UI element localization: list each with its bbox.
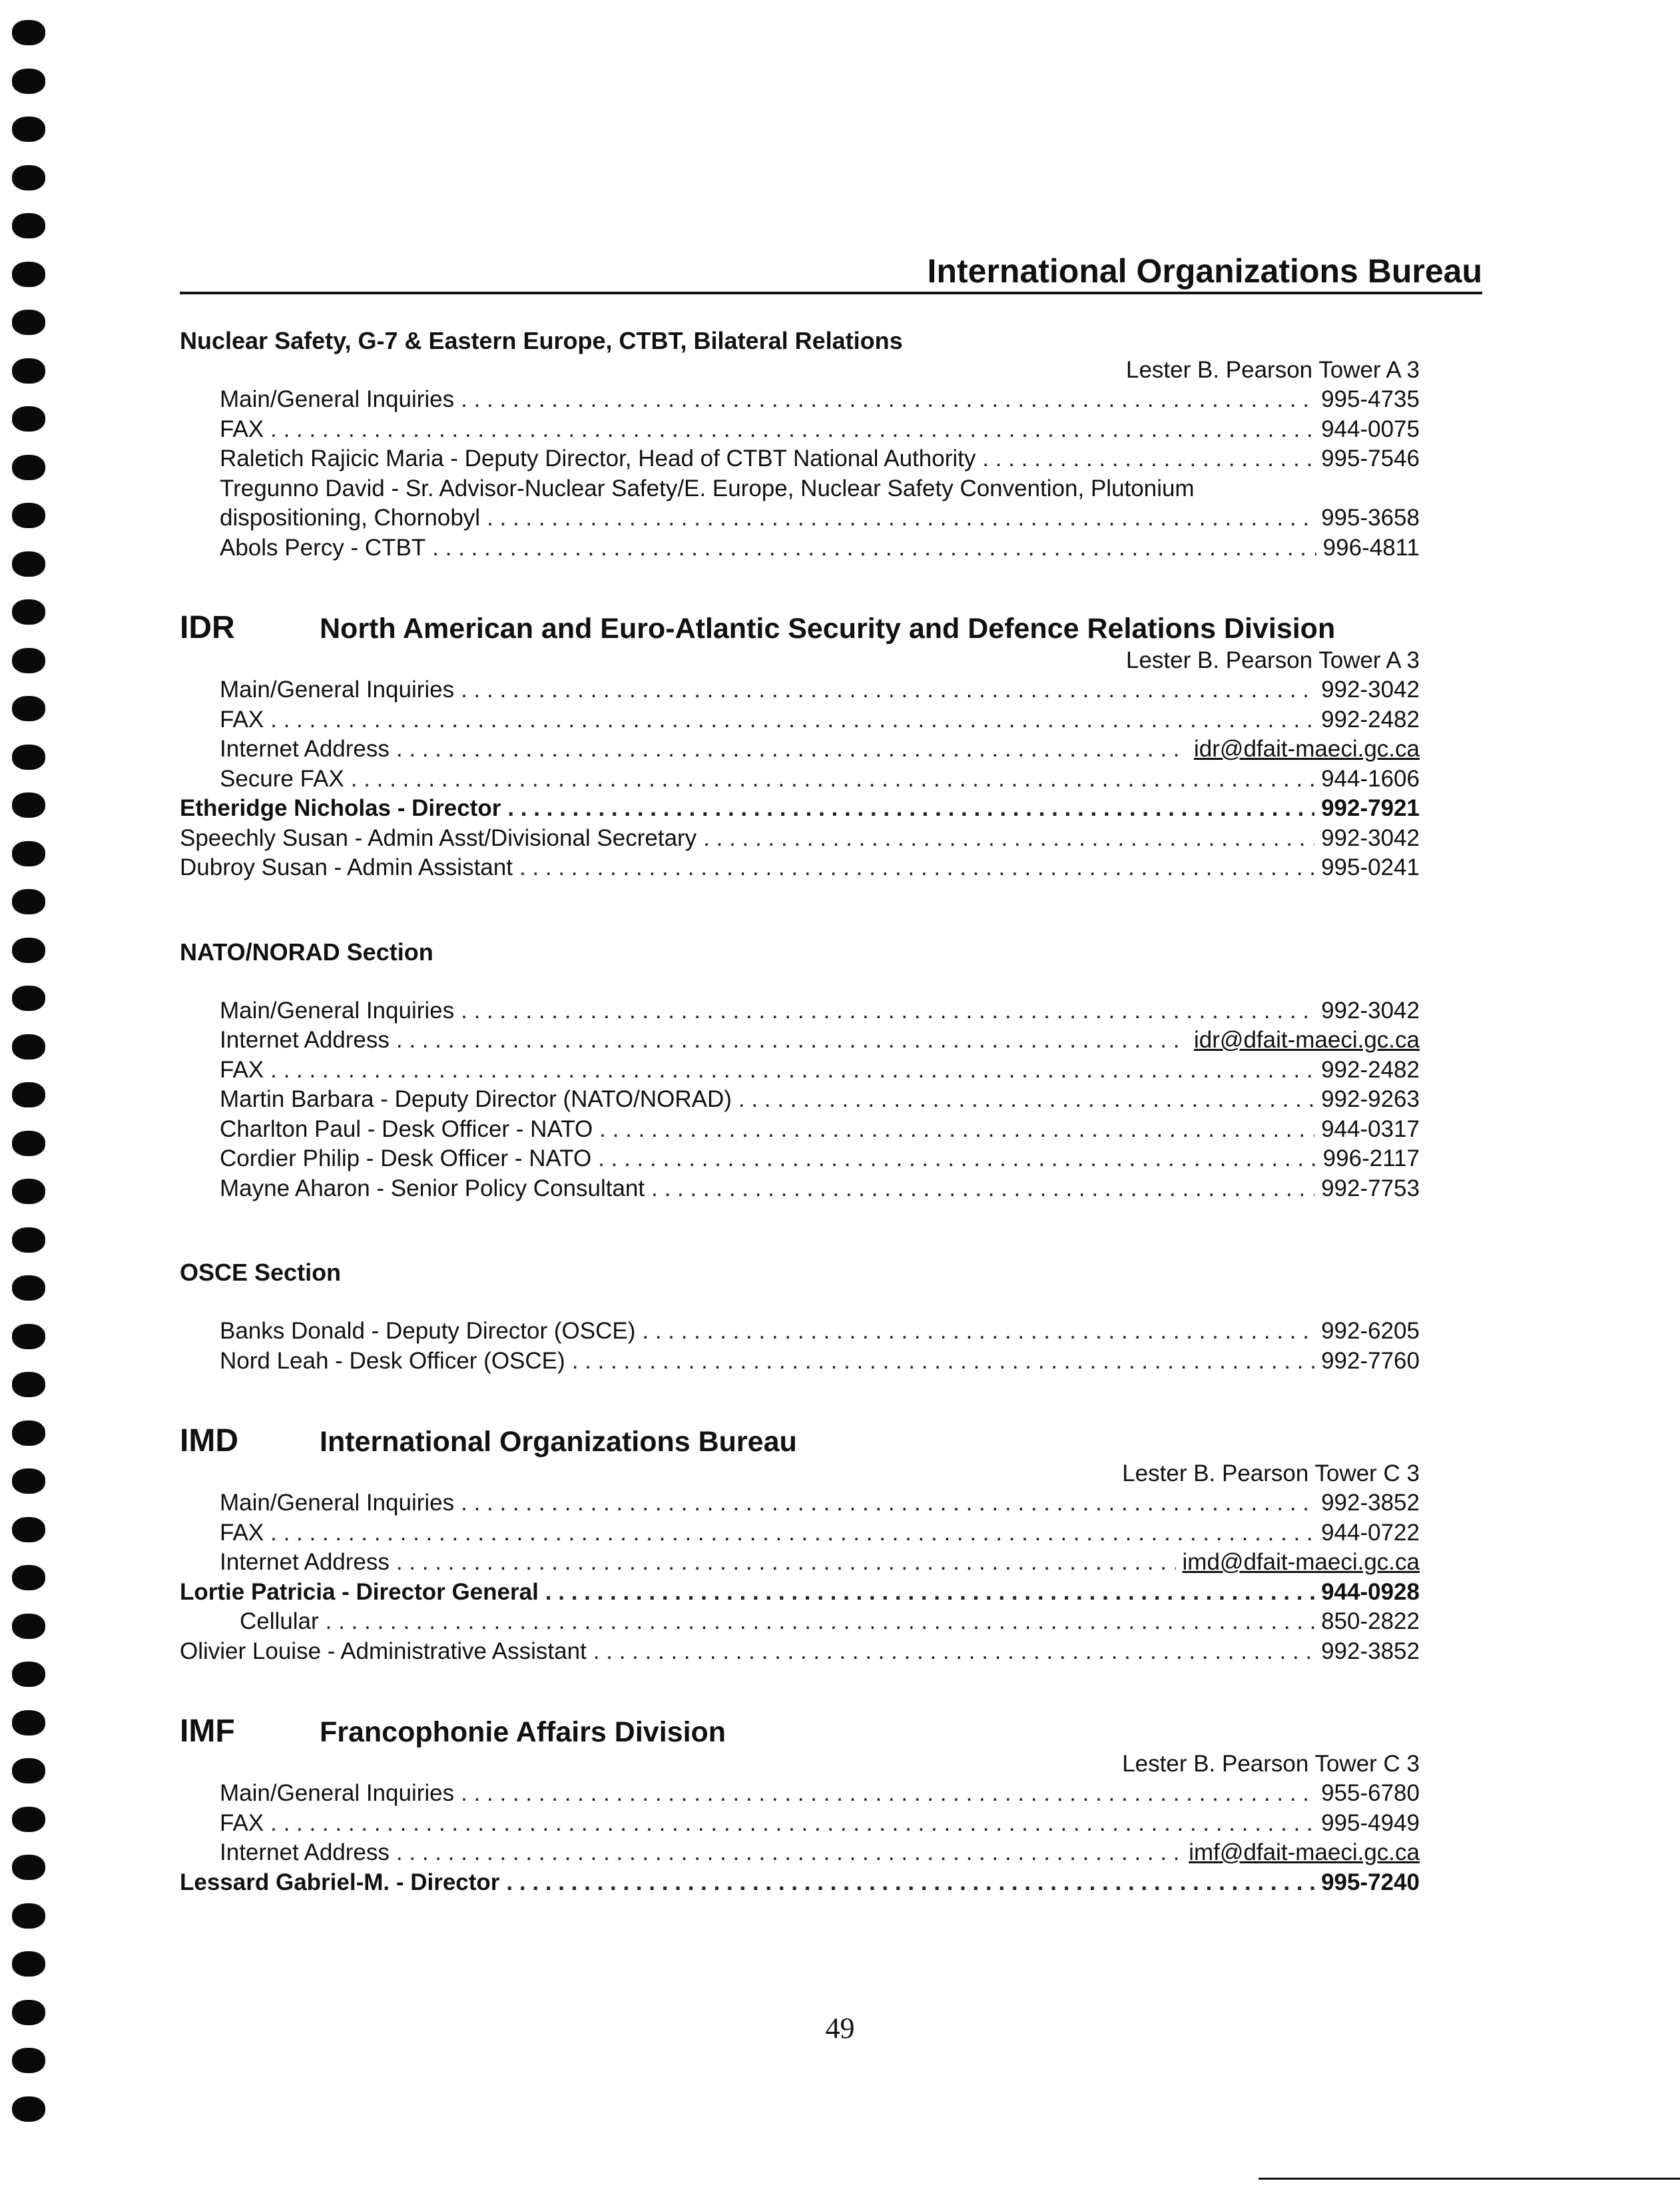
binder-hole <box>12 1758 45 1783</box>
address: Lester B. Pearson Tower C 3 <box>1122 1751 1420 1777</box>
division-code: IMF <box>180 1714 235 1749</box>
dot-leader <box>326 1607 1314 1637</box>
directory-entry <box>180 1518 1420 1548</box>
dot-leader <box>545 1578 1314 1608</box>
binder-hole <box>12 745 45 770</box>
dot-leader <box>703 824 1314 854</box>
binder-hole <box>12 599 45 625</box>
entry-value: 850-2822 <box>1321 1608 1420 1634</box>
binder-hole <box>12 1275 45 1301</box>
directory-entry <box>180 1548 1420 1578</box>
entry-value: 992-6205 <box>1321 1318 1420 1344</box>
binder-hole <box>12 165 45 190</box>
directory-entry <box>180 1144 1420 1174</box>
directory-entry <box>180 1578 1420 1608</box>
entry-name: Raletich Rajicic Maria - Deputy Director, Head of CTBT National Authority <box>220 446 976 471</box>
entry-value: 996-4811 <box>1322 534 1420 561</box>
entry-value: 992-2482 <box>1321 706 1420 733</box>
entry-value: 992-3042 <box>1321 997 1420 1024</box>
email-link[interactable]: idr@dfait-maeci.gc.ca <box>1194 1027 1420 1053</box>
directory-entry <box>180 1026 1420 1056</box>
binder-hole <box>12 1614 45 1639</box>
page-title: International Organizations Bureau <box>927 252 1482 290</box>
dot-leader <box>270 1056 1314 1086</box>
entry-name: Nord Leah - Desk Officer (OSCE) <box>220 1347 565 1374</box>
division-code: IMD <box>180 1423 238 1458</box>
directory-entry <box>180 1868 1420 1898</box>
directory-entry <box>180 503 1420 533</box>
binder-hole <box>12 1468 45 1494</box>
binder-hole <box>12 551 45 577</box>
dot-leader <box>396 735 1187 765</box>
entry-name: Internet Address <box>220 1839 390 1865</box>
section-title: OSCE Section <box>180 1259 342 1286</box>
binder-hole <box>12 1372 45 1397</box>
directory-entry <box>180 1174 1420 1204</box>
dot-leader <box>461 675 1314 705</box>
binder-hole <box>12 1951 45 1977</box>
binder-hole <box>12 358 45 384</box>
binder-hole <box>12 20 45 45</box>
entry-value: 992-7921 <box>1321 795 1420 821</box>
directory-entry <box>180 765 1420 794</box>
dot-leader <box>461 996 1314 1026</box>
entry-name: Secure FAX <box>220 765 344 792</box>
directory-entry <box>180 1779 1420 1809</box>
entry-value: 944-0317 <box>1321 1115 1420 1142</box>
entry-value: 995-4949 <box>1321 1809 1420 1836</box>
directory-entry <box>180 675 1420 705</box>
entry-name: dispositioning, Chornobyl <box>220 505 481 531</box>
dot-leader <box>270 705 1314 735</box>
entry-name: Internet Address <box>220 1549 390 1575</box>
binder-hole <box>12 1179 45 1204</box>
dot-leader <box>487 503 1314 533</box>
entry-name: Charlton Paul - Desk Officer - NATO <box>220 1115 593 1142</box>
entry-value: 995-4735 <box>1321 386 1420 412</box>
binder-hole <box>12 1034 45 1060</box>
entry-value: 995-3658 <box>1321 505 1420 531</box>
entry-name: Cordier Philip - Desk Officer - NATO <box>220 1145 592 1171</box>
dot-leader <box>519 853 1314 883</box>
dot-leader <box>461 1488 1314 1518</box>
entry-value: 944-1606 <box>1321 765 1420 792</box>
entry-name: Main/General Inquiries <box>220 386 455 412</box>
binder-hole <box>12 1807 45 1832</box>
division-heading <box>180 1713 1420 1749</box>
entry-name: Martin Barbara - Deputy Director (NATO/NORAD) <box>220 1086 732 1112</box>
entry-name: Tregunno David - Sr. Advisor-Nuclear Safety/E. Europe, Nuclear Safety Convention, Plutonium <box>220 475 1195 501</box>
binder-hole <box>12 503 45 528</box>
email-link[interactable]: imd@dfait-maeci.gc.ca <box>1182 1549 1420 1575</box>
dot-leader <box>351 765 1314 794</box>
entry-name: FAX <box>220 706 264 733</box>
entry-name: Cellular <box>240 1608 319 1634</box>
entry-name: FAX <box>220 1056 264 1083</box>
entry-name: Internet Address <box>220 736 390 762</box>
directory-entry <box>180 444 1420 474</box>
division-title: International Organizations Bureau <box>320 1426 797 1458</box>
address: Lester B. Pearson Tower A 3 <box>1125 647 1420 673</box>
entry-value: 992-7753 <box>1321 1175 1420 1201</box>
directory-entry <box>180 1056 1420 1086</box>
entry-value: 944-0722 <box>1321 1519 1420 1546</box>
dot-leader <box>738 1085 1314 1115</box>
directory-entry <box>180 1347 1420 1377</box>
entry-name: Speechly Susan - Admin Asst/Divisional Secretary <box>180 824 697 851</box>
directory-entry <box>180 415 1420 445</box>
directory-content <box>180 326 1420 1897</box>
entry-value: 992-2482 <box>1321 1056 1420 1083</box>
entry-value: 995-0241 <box>1321 854 1420 880</box>
directory-entry <box>180 1607 1420 1637</box>
section-title: NATO/NORAD Section <box>180 938 433 966</box>
page-number: 49 <box>825 2012 855 2044</box>
entry-name: FAX <box>220 1809 264 1836</box>
binder-hole <box>12 455 45 480</box>
dot-leader <box>982 444 1314 474</box>
binder-hole <box>12 841 45 866</box>
binder-hole <box>12 696 45 721</box>
dot-leader <box>507 794 1314 824</box>
entry-name: Lortie Patricia - Director General <box>180 1578 539 1605</box>
division-title: Francophonie Affairs Division <box>320 1716 726 1748</box>
binder-hole <box>12 792 45 818</box>
entry-value: 992-3852 <box>1321 1490 1420 1516</box>
dot-leader <box>270 1518 1314 1548</box>
dot-leader <box>432 533 1316 563</box>
entry-name: Dubroy Susan - Admin Assistant <box>180 854 513 880</box>
email-link[interactable]: imf@dfait-maeci.gc.ca <box>1189 1839 1420 1865</box>
dot-leader <box>572 1347 1314 1377</box>
dot-leader <box>396 1548 1176 1578</box>
directory-entry <box>180 794 1420 824</box>
entry-value: 992-3852 <box>1321 1638 1420 1664</box>
binder-hole <box>12 117 45 142</box>
division-heading <box>180 609 1420 646</box>
entry-name: Abols Percy - CTBT <box>220 534 426 561</box>
entry-value: 992-7760 <box>1321 1347 1420 1374</box>
directory-entry <box>180 996 1420 1026</box>
address: Lester B. Pearson Tower C 3 <box>1122 1460 1420 1486</box>
directory-entry <box>180 824 1420 854</box>
directory-entry <box>180 1488 1420 1518</box>
binder-hole <box>12 2096 45 2122</box>
footer-rule <box>1259 2178 1680 2180</box>
dot-leader <box>506 1868 1314 1898</box>
section-title: Nuclear Safety, G-7 & Eastern Europe, CTBT, Bilateral Relations <box>180 327 903 354</box>
binder-hole <box>12 1131 45 1156</box>
entry-value: 992-3042 <box>1321 677 1420 703</box>
entry-name: Main/General Inquiries <box>220 1490 455 1516</box>
binder-hole <box>12 406 45 432</box>
dot-leader <box>461 385 1314 415</box>
directory-entry <box>180 1085 1420 1115</box>
directory-entry <box>180 853 1420 883</box>
entry-value: 944-0075 <box>1321 416 1420 442</box>
dot-leader <box>270 415 1314 445</box>
dot-leader <box>651 1174 1314 1204</box>
binder-hole <box>12 938 45 963</box>
binder-hole <box>12 2048 45 2073</box>
entry-name: Mayne Aharon - Senior Policy Consultant <box>220 1175 645 1201</box>
binder-hole <box>12 889 45 914</box>
dot-leader <box>396 1026 1187 1056</box>
dot-leader <box>598 1144 1316 1174</box>
page-header <box>180 252 1482 294</box>
binder-hole <box>12 1420 45 1446</box>
dot-leader <box>593 1637 1314 1667</box>
entry-name: Main/General Inquiries <box>220 677 455 703</box>
entry-name: Internet Address <box>220 1027 390 1053</box>
entry-name: Main/General Inquiries <box>220 1780 455 1806</box>
entry-value: 995-7546 <box>1321 446 1420 471</box>
directory-entry <box>180 1115 1420 1145</box>
entry-name: Banks Donald - Deputy Director (OSCE) <box>220 1318 636 1344</box>
binder-hole <box>12 69 45 94</box>
division-title: North American and Euro-Atlantic Security and Defence Relations Division <box>320 613 1336 645</box>
binder-hole <box>12 648 45 673</box>
entry-value: 992-9263 <box>1321 1086 1420 1112</box>
directory-entry <box>180 705 1420 735</box>
directory-entry <box>180 1809 1420 1839</box>
entry-name: Main/General Inquiries <box>220 997 455 1024</box>
binder-hole <box>12 1517 45 1542</box>
entry-name: FAX <box>220 1519 264 1546</box>
binder-hole <box>12 1082 45 1107</box>
dot-leader <box>461 1779 1314 1809</box>
binder-hole <box>12 1227 45 1253</box>
binder-hole <box>12 262 45 287</box>
directory-entry <box>180 533 1420 563</box>
entry-value: 944-0928 <box>1321 1578 1420 1605</box>
entry-name: Etheridge Nicholas - Director <box>180 795 501 821</box>
binder-hole <box>12 986 45 1011</box>
binder-hole <box>12 1855 45 1880</box>
entry-value: 955-6780 <box>1321 1780 1420 1806</box>
binder-hole <box>12 1662 45 1687</box>
entry-name: FAX <box>220 416 264 442</box>
entry-value: 995-7240 <box>1321 1869 1420 1895</box>
entry-value: 996-2117 <box>1322 1145 1420 1171</box>
directory-entry <box>180 735 1420 765</box>
binder-hole <box>12 213 45 238</box>
directory-entry <box>180 385 1420 415</box>
directory-entry <box>180 1838 1420 1868</box>
dot-leader <box>642 1317 1314 1347</box>
binder-hole <box>12 310 45 335</box>
binder-hole <box>12 1565 45 1590</box>
entry-name: Lessard Gabriel-M. - Director <box>180 1869 500 1895</box>
division-code: IDR <box>180 610 235 645</box>
address: Lester B. Pearson Tower A 3 <box>1125 357 1420 383</box>
binder-hole <box>12 1903 45 1929</box>
binder-hole <box>12 1324 45 1349</box>
directory-entry <box>180 1637 1420 1667</box>
dot-leader <box>599 1115 1314 1145</box>
entry-value: 992-3042 <box>1321 824 1420 851</box>
binder-holes <box>12 20 48 2144</box>
directory-entry <box>180 1317 1420 1347</box>
entry-name: Olivier Louise - Administrative Assistant <box>180 1638 587 1664</box>
division-heading <box>180 1422 1420 1459</box>
dot-leader <box>396 1838 1182 1868</box>
dot-leader <box>270 1809 1314 1839</box>
binder-hole <box>12 1710 45 1735</box>
email-link[interactable]: idr@dfait-maeci.gc.ca <box>1194 736 1420 762</box>
